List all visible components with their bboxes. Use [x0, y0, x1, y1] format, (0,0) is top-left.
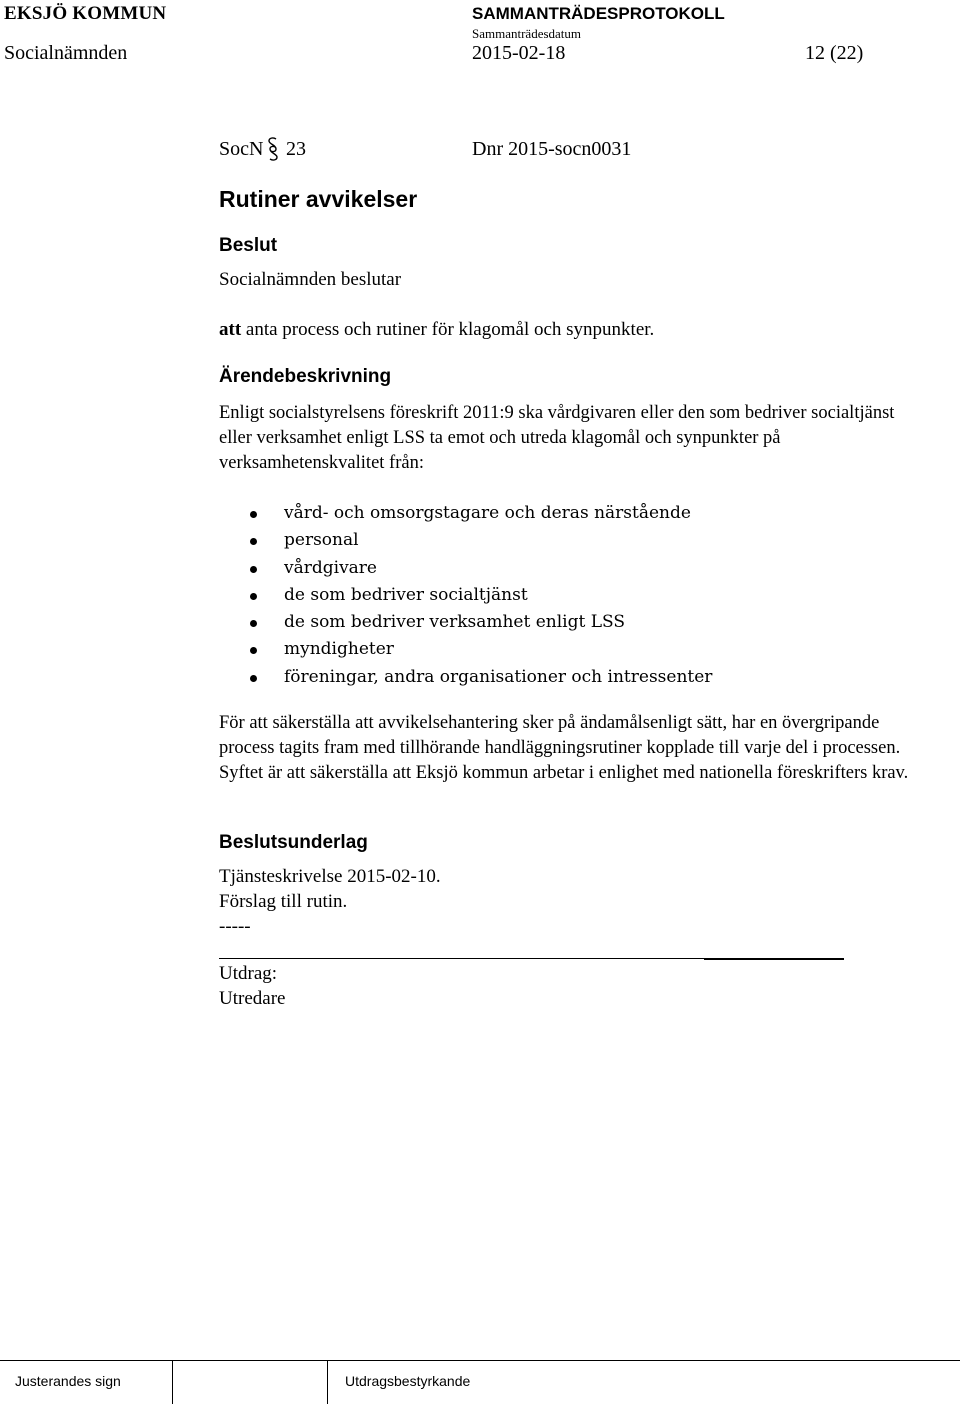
bullet-icon: [250, 538, 257, 545]
list-item: de som bedriver socialtjänst: [250, 582, 712, 609]
bullet-icon: [250, 566, 257, 573]
arende-heading: Ärendebeskrivning: [219, 366, 392, 387]
document-type: SAMMANTRÄDESPROTOKOLL: [472, 4, 725, 23]
underlag-item: Tjänsteskrivelse 2015-02-10.: [219, 866, 441, 887]
bullet-icon: [250, 593, 257, 600]
diary-number: Dnr 2015-socn0031: [472, 138, 632, 160]
organization-name: EKSJÖ KOMMUN: [4, 3, 167, 24]
footer-divider: [0, 1360, 960, 1361]
bullet-icon: [250, 647, 257, 654]
distribution-label: Utdrag:: [219, 963, 278, 984]
list-item: myndigheter: [250, 636, 712, 663]
certification-label: Utdragsbestyrkande: [345, 1373, 471, 1389]
underlag-item: -----: [219, 916, 251, 937]
department-name: Socialnämnden: [4, 42, 128, 64]
list-item: vårdgivare: [250, 555, 712, 582]
beslut-heading: Beslut: [219, 235, 278, 256]
list-item: personal: [250, 527, 712, 554]
footer-cell-divider: [172, 1360, 173, 1404]
arende-paragraph: Enligt socialstyrelsens föreskrift 2011:9 ska vårdgivaren eller den som bedriver socialtjänst eller verksamhet enligt LSS ta emot och utreda klagomål och synpunkter på verksamhetenskvalitet från:: [219, 403, 895, 473]
meeting-date: 2015-02-18: [472, 42, 566, 64]
purpose-paragraph: För att säkerställa att avvikelsehantering sker på ändamålsenligt sätt, har en övergripande process tagits fram med tillhörande handläggningsrutiner kopplade till varje del i processen. Syftet är att säkerställa att Eksjö kommun arbetar i enlighet med nationella föreskrifters krav.: [219, 713, 909, 783]
beslut-decision: [219, 319, 654, 341]
page-number: 12 (22): [805, 42, 864, 64]
signature-label: Justerandes sign: [15, 1373, 121, 1389]
bullet-icon: [250, 511, 257, 518]
section-sign-icon: [264, 136, 282, 162]
stakeholder-list: [250, 500, 712, 691]
meeting-date-label: Sammanträdesdatum: [472, 26, 582, 41]
list-item: de som bedriver verksamhet enligt LSS: [250, 609, 712, 636]
list-item: föreningar, andra organisationer och intressenter: [250, 664, 712, 691]
list-item: vård- och omsorgstagare och deras närstående: [250, 500, 712, 527]
beslut-intro: Socialnämnden beslutar: [219, 269, 402, 290]
underlag-heading: Beslutsunderlag: [219, 832, 368, 853]
paragraph-prefix: SocN: [219, 138, 264, 160]
bullet-icon: [250, 620, 257, 627]
decision-text: anta process och rutiner för klagomål och synpunkter.: [241, 319, 655, 340]
underlag-item: Förslag till rutin.: [219, 891, 348, 912]
footer-cell-divider: [327, 1360, 328, 1404]
divider: [704, 958, 844, 960]
paragraph-number: 23: [286, 138, 306, 160]
att-word: att: [219, 319, 242, 340]
divider: [219, 958, 704, 959]
page-title: Rutiner avvikelser: [219, 186, 418, 212]
bullet-icon: [250, 675, 257, 682]
distribution-recipient: Utredare: [219, 988, 286, 1009]
